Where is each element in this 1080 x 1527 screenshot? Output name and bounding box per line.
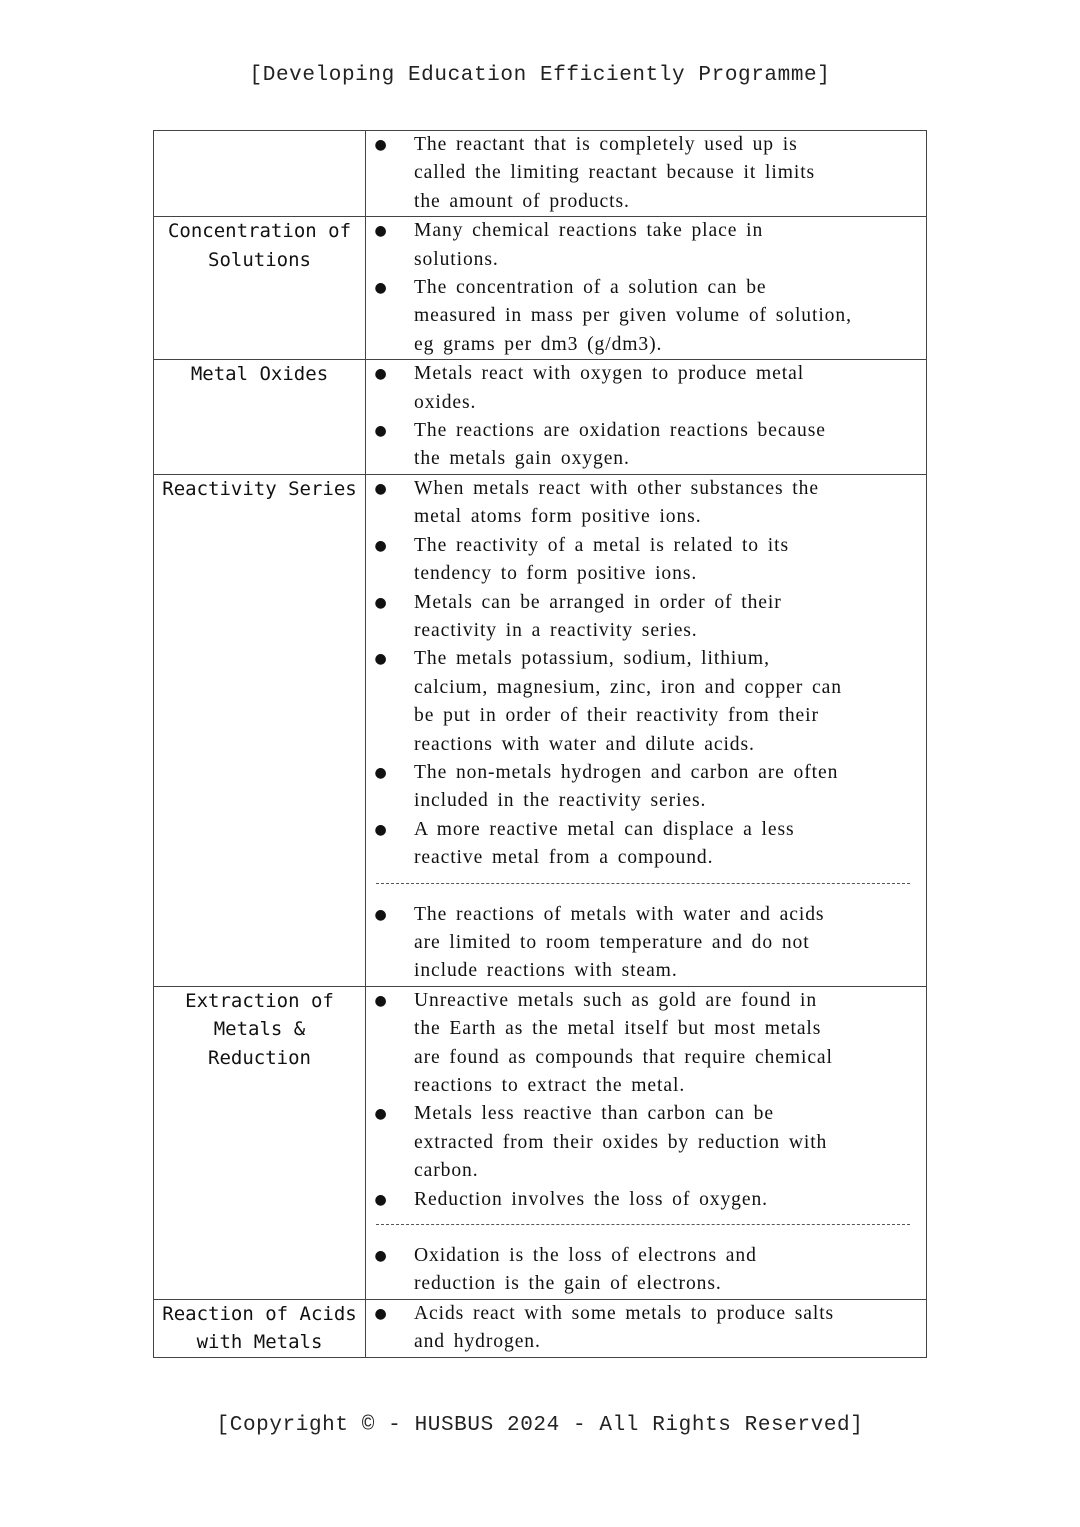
bullet-text: Metals less reactive than carbon can be extracted from their oxides by reduction with carbon.	[414, 1103, 828, 1182]
page-header: [Developing Education Efficiently Programme]	[249, 64, 831, 87]
bullet-point	[366, 417, 926, 474]
bullet-icon: ●	[374, 423, 388, 440]
bullet-point	[366, 1300, 926, 1357]
topic-cell	[154, 217, 366, 360]
content-cell	[366, 1299, 927, 1357]
table-row	[154, 360, 927, 475]
table-row	[154, 1299, 927, 1357]
bullet-point	[366, 532, 926, 589]
bullet-point	[366, 987, 926, 1101]
page-footer: [Copyright © - HUSBUS 2024 - All Rights Reserved]	[216, 1414, 864, 1437]
dashed-divider	[366, 1214, 926, 1242]
topic-label: Metal Oxides	[190, 363, 329, 386]
bullet-text: The reactant that is completely used up is called the limiting reactant because it limits the amount of products.	[414, 134, 816, 212]
bullet-text: The reactions are oxidation reactions because the metals gain oxygen.	[414, 420, 826, 470]
topic-cell	[154, 474, 366, 986]
table-row	[154, 131, 927, 217]
topic-cell	[154, 360, 366, 475]
bullet-point	[366, 1100, 926, 1185]
bullet-point	[366, 1186, 926, 1214]
content-cell	[366, 131, 927, 217]
bullet-icon: ●	[374, 280, 388, 297]
bullet-icon: ●	[374, 537, 388, 554]
topic-label: Concentration of Solutions	[167, 220, 352, 271]
topic-cell	[154, 986, 366, 1299]
bullet-point	[366, 131, 926, 216]
bullet-icon: ●	[374, 1191, 388, 1208]
bullet-icon: ●	[374, 992, 388, 1009]
topic-label: Extraction of Metals & Reduction	[185, 989, 334, 1069]
content-cell	[366, 217, 927, 360]
bullet-text: A more reactive metal can displace a less reactive metal from a compound.	[414, 818, 795, 869]
bullet-point	[366, 645, 926, 759]
bullet-point	[366, 1242, 926, 1299]
bullet-text: Metals react with oxygen to produce metal oxides.	[414, 363, 805, 413]
content-cell	[366, 360, 927, 475]
bullet-icon: ●	[374, 1248, 388, 1265]
bullet-icon: ●	[374, 1106, 388, 1123]
bullet-text: Many chemical reactions take place in solutions.	[414, 220, 764, 270]
bullet-icon: ●	[374, 1305, 388, 1322]
content-cell	[366, 474, 927, 986]
topic-cell	[154, 131, 366, 217]
content-cell	[366, 986, 927, 1299]
bullet-text: Reduction involves the loss of oxygen.	[414, 1188, 768, 1210]
bullet-icon: ●	[374, 480, 388, 497]
bullet-text: Oxidation is the loss of electrons and reduction is the gain of electrons.	[414, 1245, 757, 1295]
dashed-divider	[366, 873, 926, 901]
bullet-icon: ●	[374, 906, 388, 923]
bullet-icon: ●	[374, 594, 388, 611]
bullet-text: The metals potassium, sodium, lithium, calcium, magnesium, zinc, iron and copper can be put in order of their reactivity from their reactions with water and dilute acids.	[414, 648, 842, 755]
bullet-text: Acids react with some metals to produce salts and hydrogen.	[414, 1302, 835, 1353]
bullet-text: The reactivity of a metal is related to its tendency to form positive ions.	[414, 534, 789, 585]
bullet-point	[366, 217, 926, 274]
table-row	[154, 474, 927, 986]
bullet-text: The reactions of metals with water and acids are limited to room temperature and do not include reactions with steam.	[414, 903, 825, 982]
bullet-text: Unreactive metals such as gold are found in the Earth as the metal itself but most metals are found as compounds that require chemical reactions to extract the metal.	[414, 989, 833, 1096]
bullet-icon: ●	[374, 366, 388, 383]
bullet-icon: ●	[374, 651, 388, 668]
bullet-point	[366, 360, 926, 417]
bullet-point	[366, 589, 926, 646]
bullet-text: Metals can be arranged in order of their reactivity in a reactivity series.	[414, 591, 782, 641]
bullet-point	[366, 475, 926, 532]
topic-cell	[154, 1299, 366, 1357]
bullet-point	[366, 901, 926, 986]
bullet-icon: ●	[374, 764, 388, 781]
topic-label: Reaction of Acids with Metals	[162, 1302, 357, 1354]
bullet-point	[366, 816, 926, 873]
topic-label: Reactivity Series	[162, 477, 357, 500]
bullet-icon: ●	[374, 223, 388, 240]
bullet-point	[366, 274, 926, 359]
bullet-point	[366, 759, 926, 816]
bullet-icon: ●	[374, 821, 388, 838]
bullet-text: The non-metals hydrogen and carbon are often included in the reactivity series.	[414, 761, 839, 812]
table-row	[154, 986, 927, 1299]
table-row	[154, 217, 927, 360]
bullet-text: When metals react with other substances the metal atoms form positive ions.	[414, 477, 819, 528]
bullet-icon: ●	[374, 137, 388, 153]
notes-table	[153, 130, 927, 1358]
bullet-text: The concentration of a solution can be measured in mass per given volume of solution, eg grams per dm3 (g/dm3).	[414, 277, 852, 355]
